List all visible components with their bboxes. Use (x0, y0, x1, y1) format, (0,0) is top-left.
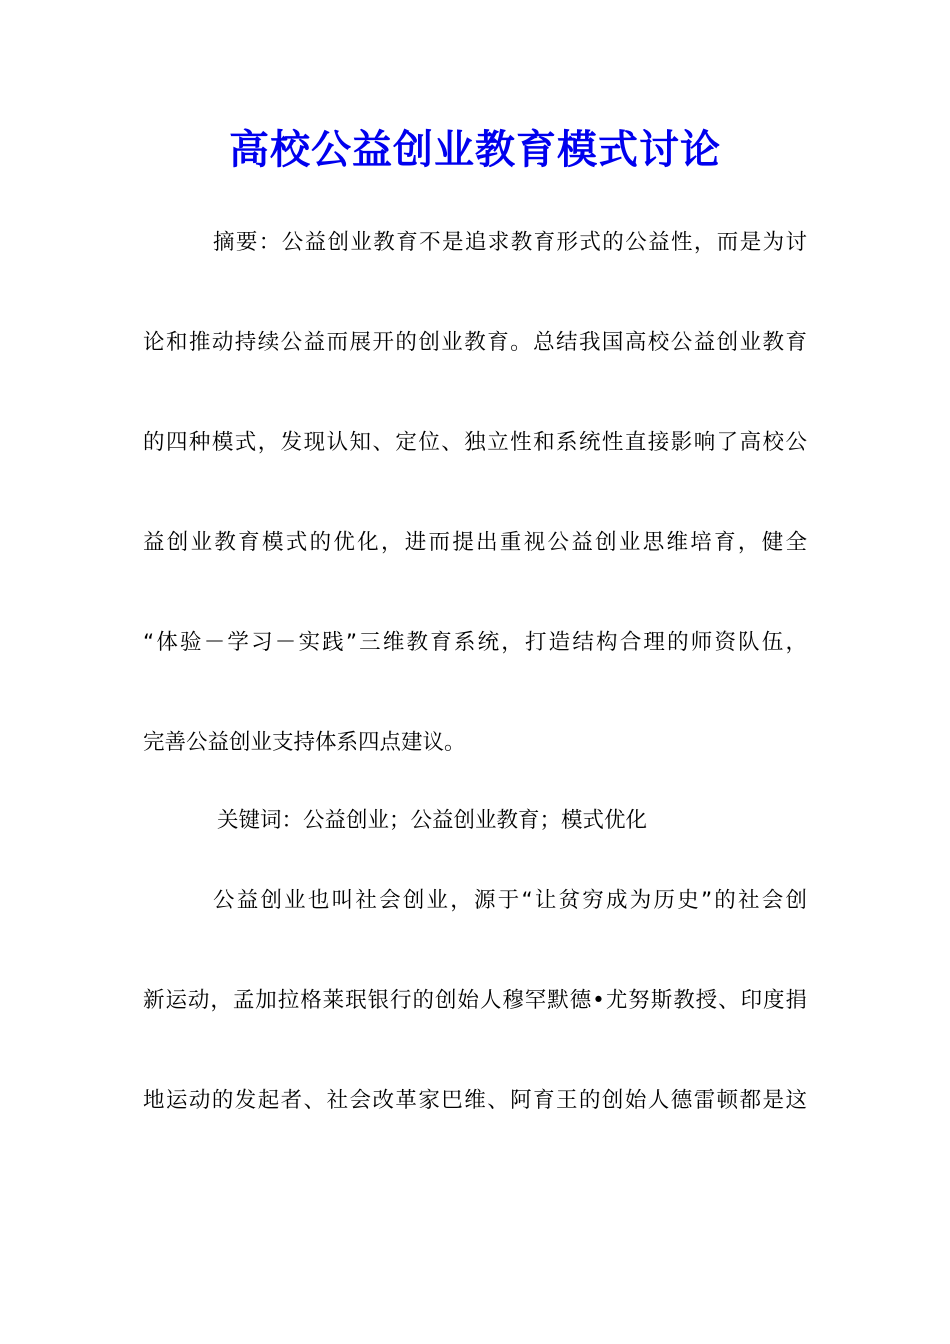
abstract-line: 摘要：公益创业教育不是追求教育形式的公益性，而是为讨 (213, 230, 807, 255)
keywords-line: 关键词：公益创业；公益创业教育；模式优化 (217, 808, 648, 833)
body-line: 地运动的发起者、社会改革家巴维、阿育王的创始人德雷顿都是这 (143, 1088, 807, 1113)
abstract-line: 论和推动持续公益而展开的创业教育。总结我国高校公益创业教育 (143, 330, 807, 355)
document-title: 高校公益创业教育模式讨论 (229, 126, 721, 173)
abstract-line: 完善公益创业支持体系四点建议。 (143, 730, 466, 755)
abstract-line: 的四种模式，发现认知、定位、独立性和系统性直接影响了高校公 (143, 430, 807, 455)
body-line: 新运动，孟加拉格莱珉银行的创始人穆罕默德•尤努斯教授、印度捐 (143, 988, 807, 1013)
abstract-line: “体验－学习－实践”三维教育系统，打造结构合理的师资队伍， (143, 630, 807, 655)
body-line: 公益创业也叫社会创业，源于“让贫穷成为历史”的社会创 (213, 888, 807, 913)
abstract-line: 益创业教育模式的优化，进而提出重视公益创业思维培育，健全 (143, 530, 807, 555)
